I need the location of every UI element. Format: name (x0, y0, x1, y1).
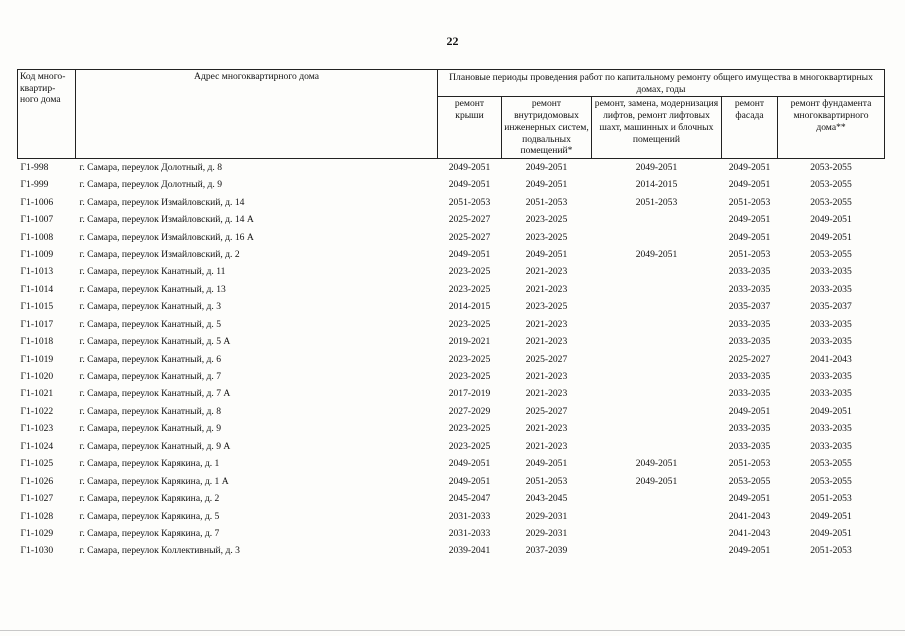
table-row (18, 420, 885, 437)
cell-roof: 2045-2047 (448, 493, 491, 505)
cell-roof: 2049-2051 (448, 161, 491, 173)
cell-roof: 2049-2051 (448, 179, 491, 191)
cell-roof: 2017-2019 (448, 388, 491, 400)
header-periods: Плановые периоды проведения работ по капитальному ремонту общего имущества в многоквартирных домах, годы (438, 70, 885, 97)
cell-systems: 2049-2051 (525, 248, 568, 260)
cell-address: г. Самара, переулок Карякина, д. 7 (79, 527, 220, 539)
cell-roof: 2049-2051 (448, 248, 491, 260)
cell-foundation: 2051-2053 (810, 493, 852, 505)
cell-systems: 2023-2025 (525, 231, 568, 243)
cell-facade: 2049-2051 (728, 161, 771, 173)
cell-roof: 2025-2027 (448, 231, 491, 243)
table-row (18, 194, 885, 211)
cell-elevator: 2049-2051 (635, 475, 678, 487)
cell-elevator (592, 420, 722, 437)
table-row (18, 229, 885, 246)
cell-elevator (592, 298, 722, 315)
cell-roof: 2039-2041 (448, 545, 491, 557)
cell-code: Г1-1029 (20, 527, 54, 539)
table-row (18, 386, 885, 403)
cell-roof: 2023-2025 (448, 266, 491, 278)
cell-foundation: 2049-2051 (810, 214, 852, 226)
cell-address: г. Самара, переулок Измайловский, д. 16 А (79, 231, 254, 243)
cell-roof: 2023-2025 (448, 371, 491, 383)
bottom-scan-line (0, 630, 905, 631)
cell-facade: 2051-2053 (728, 196, 771, 208)
cell-address: г. Самара, переулок Канатный, д. 13 (79, 283, 226, 295)
cell-elevator (592, 368, 722, 385)
header-code: Код много-квартир-ного дома (18, 70, 76, 159)
cell-roof: 2014-2015 (448, 301, 491, 313)
table-row (18, 508, 885, 525)
cell-code: Г1-1022 (20, 405, 54, 417)
cell-code: Г1-1015 (20, 301, 54, 313)
cell-systems: 2037-2039 (525, 545, 568, 557)
table-row (18, 211, 885, 228)
cell-facade: 2041-2043 (728, 527, 771, 539)
table-row (18, 281, 885, 298)
cell-foundation: 2049-2051 (810, 510, 852, 522)
cell-address: г. Самара, переулок Канатный, д. 7 (79, 371, 222, 383)
cell-foundation: 2033-2035 (810, 440, 852, 452)
table-row (18, 158, 885, 176)
cell-address: г. Самара, переулок Карякина, д. 1 (79, 458, 220, 470)
cell-elevator (592, 281, 722, 298)
cell-systems: 2051-2053 (525, 475, 568, 487)
cell-elevator: 2049-2051 (635, 161, 678, 173)
cell-foundation: 2051-2053 (810, 545, 852, 557)
table-row (18, 455, 885, 472)
cell-code: Г1-1026 (20, 475, 54, 487)
cell-roof: 2031-2033 (448, 510, 491, 522)
table-row (18, 333, 885, 350)
cell-address: г. Самара, переулок Канатный, д. 6 (79, 353, 222, 365)
cell-elevator (592, 316, 722, 333)
cell-facade: 2051-2053 (728, 248, 771, 260)
table-row (18, 403, 885, 420)
cell-address: г. Самара, переулок Канатный, д. 9 А (79, 440, 231, 452)
cell-facade: 2033-2035 (728, 423, 771, 435)
cell-facade: 2049-2051 (728, 179, 771, 191)
table-row (18, 438, 885, 455)
table-row (18, 473, 885, 490)
cell-roof: 2023-2025 (448, 353, 491, 365)
cell-systems: 2021-2023 (525, 318, 568, 330)
table-row (18, 368, 885, 385)
header-systems: ремонт внутридомовых инженерных систем, подвальных помещений* (502, 97, 592, 159)
cell-roof: 2023-2025 (448, 423, 491, 435)
cell-systems: 2025-2027 (525, 405, 568, 417)
table-row (18, 525, 885, 542)
cell-foundation: 2033-2035 (810, 283, 852, 295)
cell-code: Г1-1030 (20, 545, 54, 557)
cell-foundation: 2041-2043 (810, 353, 852, 365)
cell-facade: 2049-2051 (728, 493, 771, 505)
cell-address: г. Самара, переулок Канатный, д. 3 (79, 301, 222, 313)
cell-code: Г1-1013 (20, 266, 54, 278)
cell-elevator: 2049-2051 (635, 248, 678, 260)
cell-code: Г1-1020 (20, 371, 54, 383)
cell-elevator (592, 508, 722, 525)
cell-facade: 2033-2035 (728, 371, 771, 383)
cell-roof: 2049-2051 (448, 458, 491, 470)
cell-facade: 2025-2027 (728, 353, 771, 365)
cell-address: г. Самара, переулок Канатный, д. 7 А (79, 388, 231, 400)
cell-code: Г1-1028 (20, 510, 54, 522)
cell-systems: 2049-2051 (525, 179, 568, 191)
cell-foundation: 2053-2055 (810, 161, 852, 173)
cell-foundation: 2049-2051 (810, 405, 852, 417)
cell-address: г. Самара, переулок Измайловский, д. 14 А (79, 214, 254, 226)
cell-code: Г1-1023 (20, 423, 54, 435)
cell-elevator (592, 438, 722, 455)
cell-foundation: 2053-2055 (810, 475, 852, 487)
table-row (18, 298, 885, 315)
cell-systems: 2049-2051 (525, 458, 568, 470)
cell-foundation: 2035-2037 (810, 301, 852, 313)
cell-elevator (592, 403, 722, 420)
header-facade: ремонт фасада (722, 97, 778, 159)
cell-roof: 2025-2027 (448, 214, 491, 226)
cell-code: Г1-1008 (20, 231, 54, 243)
cell-systems: 2021-2023 (525, 423, 568, 435)
cell-facade: 2049-2051 (728, 405, 771, 417)
cell-systems: 2021-2023 (525, 388, 568, 400)
cell-systems: 2025-2027 (525, 353, 568, 365)
cell-address: г. Самара, переулок Канатный, д. 5 А (79, 336, 231, 348)
cell-elevator (592, 264, 722, 281)
cell-systems: 2021-2023 (525, 266, 568, 278)
cell-code: Г1-1018 (20, 336, 54, 348)
cell-code: Г1-1007 (20, 214, 54, 226)
cell-foundation: 2053-2055 (810, 248, 852, 260)
cell-systems: 2049-2051 (525, 161, 568, 173)
cell-elevator: 2014-2015 (635, 179, 678, 191)
cell-roof: 2023-2025 (448, 283, 491, 295)
cell-code: Г1-1027 (20, 493, 54, 505)
cell-foundation: 2053-2055 (810, 196, 852, 208)
cell-elevator (592, 351, 722, 368)
cell-facade: 2033-2035 (728, 283, 771, 295)
cell-address: г. Самара, переулок Карякина, д. 1 А (79, 475, 229, 487)
cell-address: г. Самара, переулок Карякина, д. 5 (79, 510, 220, 522)
cell-facade: 2033-2035 (728, 318, 771, 330)
cell-systems: 2021-2023 (525, 336, 568, 348)
cell-code: Г1-1006 (20, 196, 54, 208)
table-row (18, 543, 885, 560)
cell-roof: 2031-2033 (448, 527, 491, 539)
header-elevator: ремонт, замена, модернизация лифтов, ремонт лифтовых шахт, машинных и блочных помещений (592, 97, 722, 159)
cell-systems: 2021-2023 (525, 440, 568, 452)
cell-systems: 2029-2031 (525, 510, 568, 522)
cell-facade: 2033-2035 (728, 266, 771, 278)
cell-code: Г1-1017 (20, 318, 54, 330)
cell-elevator (592, 386, 722, 403)
cell-foundation: 2049-2051 (810, 231, 852, 243)
cell-elevator: 2049-2051 (635, 458, 678, 470)
cell-systems: 2051-2053 (525, 196, 568, 208)
cell-facade: 2033-2035 (728, 336, 771, 348)
table-row (18, 176, 885, 193)
header-roof: ремонт крыши (438, 97, 502, 159)
cell-foundation: 2033-2035 (810, 388, 852, 400)
table-row (18, 246, 885, 263)
cell-facade: 2041-2043 (728, 510, 771, 522)
cell-elevator: 2051-2053 (635, 196, 678, 208)
header-foundation: ремонт фундамента многоквартирного дома** (778, 97, 885, 159)
cell-code: Г1-1009 (20, 248, 54, 260)
table-row (18, 316, 885, 333)
cell-systems: 2043-2045 (525, 493, 568, 505)
page-number: 22 (446, 34, 459, 48)
cell-elevator (592, 525, 722, 542)
cell-address: г. Самара, переулок Канатный, д. 8 (79, 405, 222, 417)
cell-systems: 2021-2023 (525, 283, 568, 295)
cell-facade: 2049-2051 (728, 545, 771, 557)
cell-code: Г1-1025 (20, 458, 54, 470)
cell-facade: 2049-2051 (728, 214, 771, 226)
cell-elevator (592, 211, 722, 228)
cell-elevator (592, 229, 722, 246)
cell-systems: 2021-2023 (525, 371, 568, 383)
header-address: Адрес многоквартирного дома (76, 70, 438, 159)
repair-schedule-table (17, 69, 885, 560)
cell-foundation: 2053-2055 (810, 179, 852, 191)
cell-facade: 2033-2035 (728, 388, 771, 400)
cell-facade: 2033-2035 (728, 440, 771, 452)
cell-foundation: 2033-2035 (810, 318, 852, 330)
cell-code: Г1-999 (20, 179, 49, 191)
cell-address: г. Самара, переулок Долотный, д. 9 (79, 179, 222, 191)
cell-foundation: 2033-2035 (810, 371, 852, 383)
cell-address: г. Самара, переулок Канатный, д. 5 (79, 318, 222, 330)
header-row-top (18, 70, 885, 97)
cell-roof: 2027-2029 (448, 405, 491, 417)
cell-foundation: 2033-2035 (810, 336, 852, 348)
cell-roof: 2023-2025 (448, 318, 491, 330)
cell-address: г. Самара, переулок Канатный, д. 9 (79, 423, 222, 435)
table-row (18, 351, 885, 368)
cell-code: Г1-1014 (20, 283, 54, 295)
cell-code: Г1-1024 (20, 440, 54, 452)
table-row (18, 264, 885, 281)
table-row (18, 490, 885, 507)
cell-address: г. Самара, переулок Канатный, д. 11 (79, 266, 226, 278)
cell-foundation: 2033-2035 (810, 423, 852, 435)
cell-systems: 2023-2025 (525, 214, 568, 226)
cell-roof: 2019-2021 (448, 336, 491, 348)
cell-elevator (592, 543, 722, 560)
cell-facade: 2053-2055 (728, 475, 771, 487)
table-body (18, 158, 885, 560)
cell-address: г. Самара, переулок Карякина, д. 2 (79, 493, 220, 505)
cell-foundation: 2053-2055 (810, 458, 852, 470)
cell-facade: 2049-2051 (728, 231, 771, 243)
cell-elevator (592, 333, 722, 350)
cell-roof: 2049-2051 (448, 475, 491, 487)
cell-foundation: 2033-2035 (810, 266, 852, 278)
cell-roof: 2023-2025 (448, 440, 491, 452)
cell-address: г. Самара, переулок Измайловский, д. 14 (79, 196, 245, 208)
cell-foundation: 2049-2051 (810, 527, 852, 539)
cell-address: г. Самара, переулок Долотный, д. 8 (79, 161, 222, 173)
cell-systems: 2029-2031 (525, 527, 568, 539)
cell-roof: 2051-2053 (448, 196, 491, 208)
cell-address: г. Самара, переулок Коллективный, д. 3 (79, 545, 240, 557)
cell-facade: 2051-2053 (728, 458, 771, 470)
cell-facade: 2035-2037 (728, 301, 771, 313)
cell-address: г. Самара, переулок Измайловский, д. 2 (79, 248, 240, 260)
cell-code: Г1-998 (20, 161, 49, 173)
cell-code: Г1-1021 (20, 388, 54, 400)
cell-elevator (592, 490, 722, 507)
cell-systems: 2023-2025 (525, 301, 568, 313)
cell-code: Г1-1019 (20, 353, 54, 365)
